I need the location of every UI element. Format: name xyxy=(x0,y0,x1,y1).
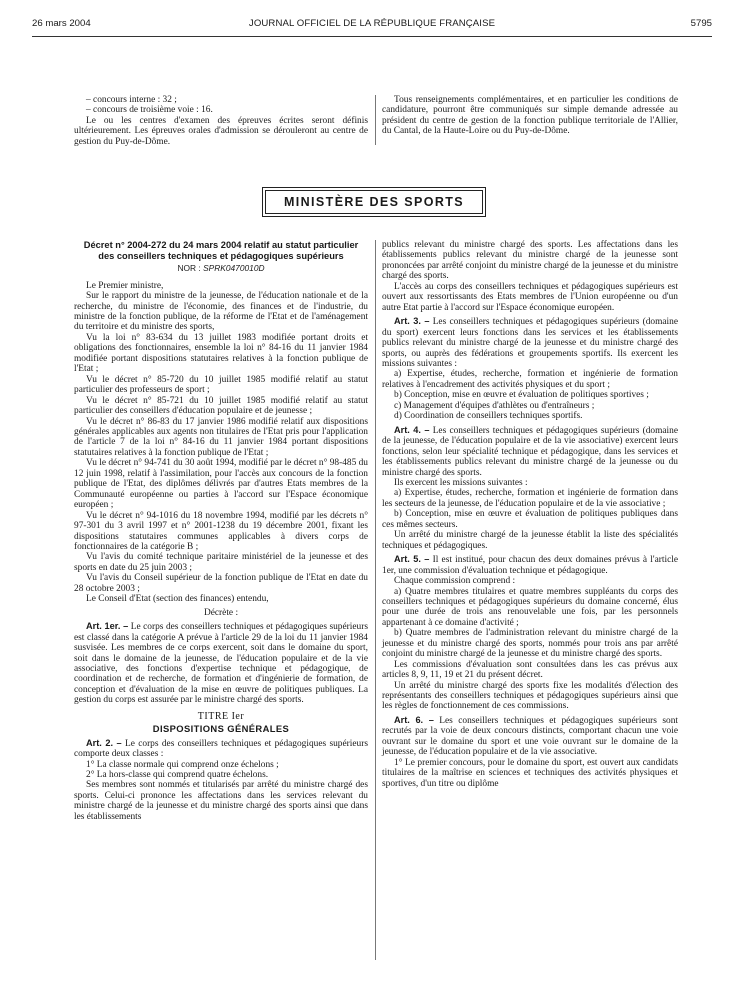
paragraph: Ses membres sont nommés et titularisés par arrêté du ministre chargé des sports. Celui-ci prononce les affectations dans les services relevant du ministre chargé de la jeunesse et du ministre chargé des sports ainsi que dans les établissements xyxy=(74,780,368,822)
paragraph: Vu le décret n° 85-721 du 10 juillet 1985 modifié relatif au statut particulier des conseillers d'éducation populaire et de jeunesse ; xyxy=(74,395,368,417)
list-item: a) Expertise, études, recherche, formation et ingénierie de formation dans les secteurs de la jeunesse, de l'éducation populaire et de la vie associative ; xyxy=(382,488,678,509)
ministry-banner xyxy=(262,187,486,217)
paragraph: Vu le décret n° 94-741 du 30 août 1994, modifié par le décret n° 98-485 du 12 juin 1998, relatif à l'assimilation, pour l'accès aux concours de la fonction publique de l'Etat, des diplômes délivrés par d'autres Etats membres de la Communauté européenne ou parties à l'accord sur l'Espace économique européen ; xyxy=(74,458,368,511)
list-item: c) Management d'équipes d'athlètes ou d'entraîneurs ; xyxy=(394,400,595,411)
titre-heading: TITRE Ier xyxy=(197,710,245,722)
article-label: Art. 3. – xyxy=(394,316,430,327)
nor-reference xyxy=(74,263,368,273)
article-4 xyxy=(382,425,678,478)
paragraph: Vu l'avis du comité technique paritaire ministériel de la jeunesse et des sports en date du 25 juin 2003 ; xyxy=(74,552,368,573)
column-divider xyxy=(375,240,376,960)
paragraph: Vu le décret n° 86-83 du 17 janvier 1986 modifié relatif aux dispositions générales applicables aux agents non titulaires de l'Etat pris pour l'application de l'article 7 de la loi n° 84-16 du 11 janvier 1984 portant dispositions statutaires relatives à la fonction publique de l'Etat ; xyxy=(74,416,368,458)
article-label: Art. 2. – xyxy=(86,737,122,748)
titre-subheading: DISPOSITIONS GÉNÉRALES xyxy=(152,723,290,735)
list-item: b) Conception, mise en œuvre et évaluation de politiques publiques dans ces mêmes secteurs. xyxy=(382,509,678,530)
article-label: Art. 1er. – xyxy=(86,621,129,632)
ministry-title: MINISTÈRE DES SPORTS xyxy=(265,190,483,214)
top-left-column xyxy=(74,95,368,147)
article-label: Art. 4. – xyxy=(394,424,430,435)
paragraph: Le Premier ministre, xyxy=(86,280,164,291)
list-item: a) Quatre membres titulaires et quatre membres suppléants du corps des conseillers techniques et pédagogiques supérieurs du domaine concerné, élus pour une durée de trois ans renouvelable une fois, par les personnels appartenant à ce domaine d'activité ; xyxy=(382,586,678,628)
list-item: – concours de troisième voie : 16. xyxy=(86,105,213,116)
paragraph: Tous renseignements complémentaires, et en particulier les conditions de candidature, pourront être communiqués sur simple demande adressée au président du centre de gestion de la fonction publique territoriale de l'Allier, du Cantal, de la Haute-Loire ou du Puy-de-Dôme. xyxy=(382,95,678,137)
journal-title: JOURNAL OFFICIEL DE LA RÉPUBLIQUE FRANÇAISE xyxy=(248,18,496,29)
article-text: Les conseillers techniques et pédagogiques supérieurs (domaine du sport) exercent leurs fonctions dans les services et les établissements publics relevant du ministre chargé de la jeunesse et du ministre chargé des sports, ou auprès des fédérations et groupements sportifs. Ils exercent les missions suivantes : xyxy=(382,317,679,369)
paragraph: Le ou les centres d'examen des épreuves écrites seront définis ultérieurement. Les épreuves orales d'admission se dérouleront au centre de gestion du Puy-de-Dôme. xyxy=(74,115,368,147)
paragraph: Ils exercent les missions suivantes : xyxy=(394,477,528,488)
paragraph: Le Conseil d'Etat (section des finances) entendu, xyxy=(86,594,269,605)
issue-date: 26 mars 2004 xyxy=(32,18,91,29)
paragraph: Un arrêté du ministre chargé de la jeunesse établit la liste des spécialités techniques et pédagogiques. xyxy=(382,530,678,551)
article-text: Il est institué, pour chacun des deux domaines prévus à l'article 1er, une commission d'évaluation technique et pédagogique. xyxy=(382,555,678,576)
article-6 xyxy=(382,715,678,758)
list-item: 2° La hors-classe qui comprend quatre échelons. xyxy=(86,770,269,781)
article-text: Les conseillers techniques et pédagogiques supérieurs (domaine de la jeunesse, de l'éducation populaire et de la vie associative) exercent leurs fonctions, selon leur spécialité technique et pédagogique, dans les services et les établissements publics relevant du ministre chargé de la jeunesse ou du ministre chargé des sports. xyxy=(382,425,679,478)
article-text: Le corps des conseillers techniques et pédagogiques supérieurs est classé dans la catégorie A prévue à l'article 29 de la loi du 11 janvier 1984 susvisée. Les membres de ce corps exercent, soit dans le domaine du sport, soit dans le domaine de la jeunesse, de l'éducation populaire et de la vie associative, des fonctions d'expertise technique et pédagogique, de coordination et de recherche, de formation et d'ingénierie de formation, de conception et d'évaluation de la mise en œuvre de politiques publiques. La gestion du corps est assurée par le ministre chargé des sports. xyxy=(74,622,369,706)
list-item: b) Conception, mise en œuvre et évaluation de politiques sportives ; xyxy=(394,390,649,401)
page-number: 5795 xyxy=(690,18,712,29)
list-item: b) Quatre membres de l'administration relevant du ministre chargé de la jeunesse et du ministre chargé des sports, nommés pour trois ans par arrêté conjoint du ministre chargé de la jeunesse et du ministre chargé des sports. xyxy=(382,628,678,660)
article-text: Les conseillers techniques et pédagogiques supérieurs sont recrutés par la voie de deux concours distincts, comportant chacun une voie ouvrant sur le domaine du sport et une voie ouvrant sur le domaine de la jeunesse, de l'éducation populaire et de la vie associative. xyxy=(382,715,678,758)
article-5 xyxy=(382,554,678,576)
paragraph: Vu l'avis du Conseil supérieur de la fonction publique de l'Etat en date du 28 octobre 2003 ; xyxy=(74,573,368,594)
right-column xyxy=(382,240,678,789)
column-divider xyxy=(375,95,376,145)
paragraph: Les commissions d'évaluation sont consultées dans les cas prévus aux articles 8, 9, 11, 19 et 21 du présent décret. xyxy=(382,659,678,681)
top-right-column xyxy=(382,95,678,137)
nor-label: NOR : xyxy=(177,263,201,274)
paragraph: Vu le décret n° 85-720 du 10 juillet 1985 modifié relatif au statut particulier des professeurs de sport ; xyxy=(74,374,368,396)
left-column xyxy=(74,240,368,822)
paragraph: 1° Le premier concours, pour le domaine du sport, est ouvert aux candidats titulaires de la maîtrise en sciences et techniques des activités physiques et sportives, d'un titre ou diplôme xyxy=(382,757,678,789)
paragraph: L'accès au corps des conseillers techniques et pédagogiques supérieurs est ouvert aux ressortissants des Etats membres de l'Union européenne ou d'un autre Etat partie à l'accord sur l'Espace économique européen. xyxy=(382,281,678,313)
paragraph: Vu le décret n° 94-1016 du 18 novembre 1994, modifié par les décrets n° 97-301 du 3 avril 1997 et n° 2001-1238 du 19 décembre 2001, fixant les dispositions statutaires communes applicables à divers corps de fonctionnaires de la catégorie B ; xyxy=(74,510,368,552)
paragraph: publics relevant du ministre chargé des sports. Les affectations dans les établissements publics relevant du ministre chargé de la jeunesse sont prononcées par arrêté conjoint du ministre chargé de la jeunesse et du ministre chargé des sports. xyxy=(382,240,678,282)
paragraph: Chaque commission comprend : xyxy=(394,576,516,587)
decree-title: Décret n° 2004-272 du 24 mars 2004 relatif au statut particulier des conseillers techniques et pédagogiques supérieurs xyxy=(83,240,359,261)
article-text: Le corps des conseillers techniques et pédagogiques supérieurs comporte deux classes : xyxy=(74,738,369,760)
article-1 xyxy=(74,621,368,706)
list-item: d) Coordination de conseillers techniques sportifs. xyxy=(394,411,583,422)
article-label: Art. 6. – xyxy=(394,714,434,725)
page-header xyxy=(32,18,712,34)
nor-code: SPRK0470010D xyxy=(203,263,265,274)
paragraph: Un arrêté du ministre chargé des sports fixe les modalités d'élection des représentants des conseillers techniques et pédagogiques supérieurs ainsi que les règles de fonctionnement de ces commissions. xyxy=(382,680,678,712)
article-3 xyxy=(382,316,678,369)
list-item: – concours interne : 32 ; xyxy=(86,95,177,105)
decrete-line: Décrète : xyxy=(203,607,239,618)
list-item: a) Expertise, études, recherche, formation et ingénierie de formation relatives à l'encadrement des activités physiques et du sport ; xyxy=(382,369,678,390)
paragraph: Vu la loi n° 83-634 du 13 juillet 1983 modifiée portant droits et obligations des fonctionnaires, ensemble la loi n° 84-16 du 11 janvier 1984 modifiée portant dispositions statutaires relatives à la fonction publique de l'Etat ; xyxy=(74,332,368,375)
header-rule xyxy=(32,36,712,37)
article-2 xyxy=(74,738,368,760)
article-label: Art. 5. – xyxy=(394,554,430,565)
list-item: 1° La classe normale qui comprend onze échelons ; xyxy=(86,759,279,770)
paragraph: Sur le rapport du ministre de la jeunesse, de l'éducation nationale et de la recherche, du ministre de l'économie, des finances et de l'industrie, du ministre de la fonction publique, de la réforme de l'Etat et de l'aménagement du territoire et du ministre des sports, xyxy=(74,291,368,333)
